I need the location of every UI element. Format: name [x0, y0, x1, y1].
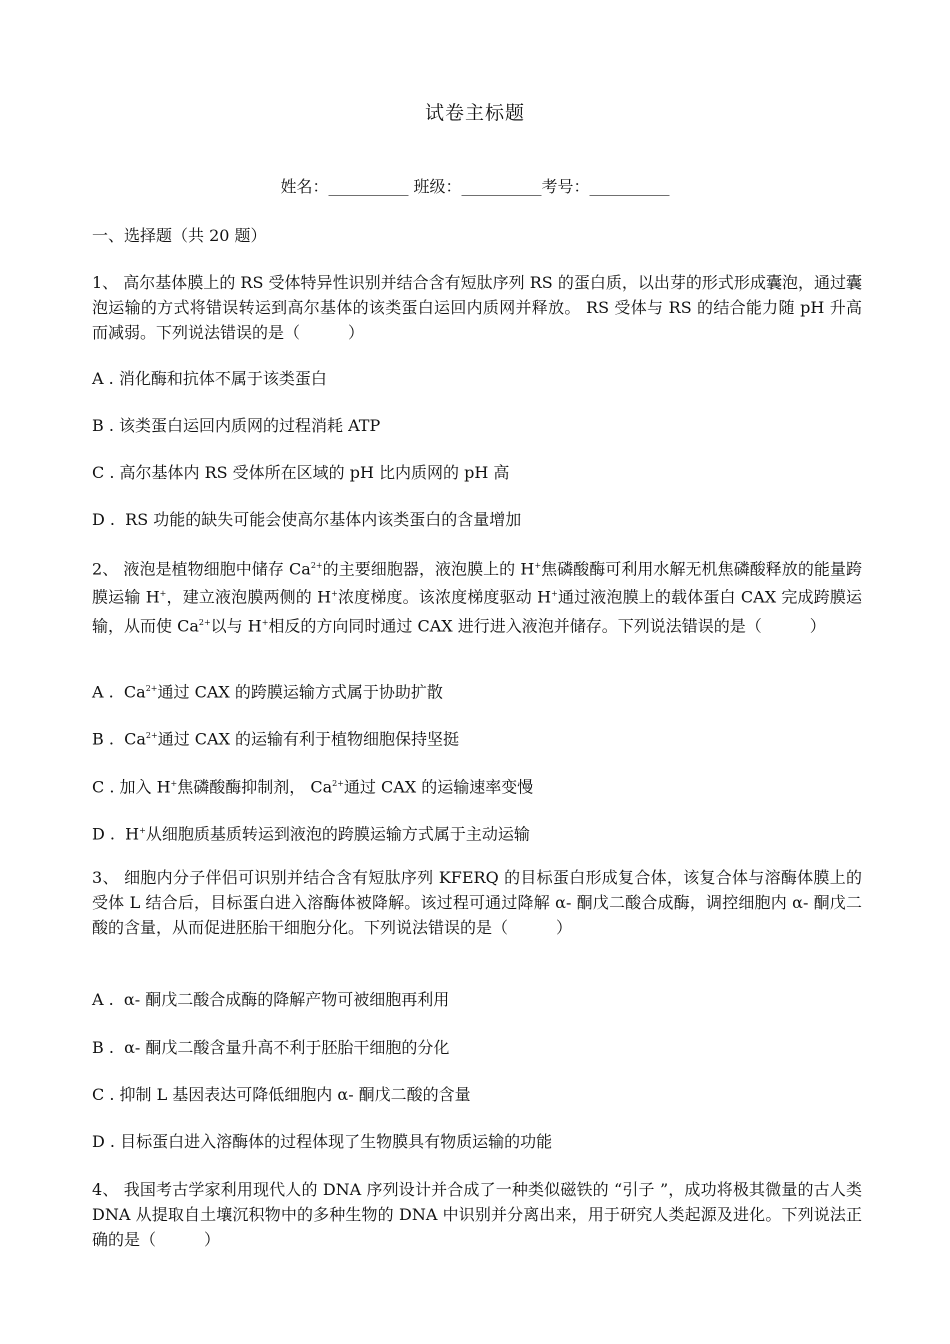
question-2-stem: 2、 液泡是植物细胞中储存 $Ca^{2+}$的主要细胞器，液泡膜上的 H+焦磷酸酶可利用水解无机焦磷酸释放的能量跨膜运输 H+，建立液泡膜两侧的 H+浓度梯度。该浓度梯度驱动 H+通过液泡膜上的载体蛋白 CAX 完成跨膜运输，从而使 $Ca^{2+}$以与 H+相反的方向同时通过 CAX 进行进入液泡并储存。下列说法错误的是（ ）	[92, 559, 862, 635]
page-title: 试卷主标题	[424, 102, 525, 124]
question-3-option-b: B . α- 酮戊二酸含量升高不利于胚胎干细胞的分化	[92, 1038, 450, 1057]
question-3-option-c: C . 抑制 L 基因表达可降低细胞内 α- 酮戊二酸的含量	[92, 1085, 471, 1104]
question-2-option-d: D . H+从细胞质基质转运到液泡的跨膜运输方式属于主动运输	[92, 824, 530, 844]
question-3-option-a: A . α- 酮戊二酸合成酶的降解产物可被细胞再利用	[92, 990, 450, 1009]
question-3-stem: 3、 细胞内分子伴侣可识别并结合含有短肽序列 KFERQ 的目标蛋白形成复合体，该复合体与溶酶体膜上的受体 L 结合后，目标蛋白进入溶酶体被降解。该过程可通过降解 α- 酮戊二酸合成酶，调控细胞内 α- 酮戊二酸的含量，从而促进胚胎干细胞分化。下列说法错误的是（ ）	[92, 868, 862, 937]
question-1-stem: 1、 高尔基体膜上的 RS 受体特异性识别并结合含有短肽序列 RS 的蛋白质，以出芽的形式形成囊泡，通过囊泡运输的方式将错误转运到高尔基体的该类蛋白运回内质网并释放。 RS 受体与 RS 的结合能力随 pH 升高而减弱。下列说法错误的是（ ）	[92, 273, 862, 342]
question-1-option-a: A . 消化酶和抗体不属于该类蛋白	[92, 369, 327, 388]
section-heading: 一、选择题（共 20 题）	[92, 226, 267, 245]
question-4-stem: 4、 我国考古学家利用现代人的 DNA 序列设计并合成了一种类似磁铁的 “引子 ”，成功将极其微量的古人类 DNA 从提取自土壤沉积物中的多种生物的 DNA 中识别并分离出来，用于研究人类起源及进化。下列说法正确的是（ ）	[92, 1180, 862, 1249]
question-1-option-c: C . 高尔基体内 RS 受体所在区域的 pH 比内质网的 pH 高	[92, 463, 510, 482]
question-1-option-d: D . RS 功能的缺失可能会使高尔基体内该类蛋白的含量增加	[92, 510, 522, 529]
question-3-option-d: D . 目标蛋白进入溶酶体的过程体现了生物膜具有物质运输的功能	[92, 1132, 553, 1151]
question-2-option-a: A . $Ca^{2+}$通过 CAX 的跨膜运输方式属于协助扩散	[92, 682, 443, 702]
student-info-line: 姓名：__________ 班级：__________考号：__________	[280, 177, 670, 196]
question-1-option-b: B . 该类蛋白运回内质网的过程消耗 ATP	[92, 416, 381, 435]
question-2-option-c: C . 加入 H+焦磷酸酶抑制剂， $Ca^{2+}$通过 CAX 的运输速率变慢	[92, 777, 534, 797]
question-2-option-b: B . $Ca^{2+}$通过 CAX 的运输有利于植物细胞保持坚挺	[92, 729, 460, 749]
